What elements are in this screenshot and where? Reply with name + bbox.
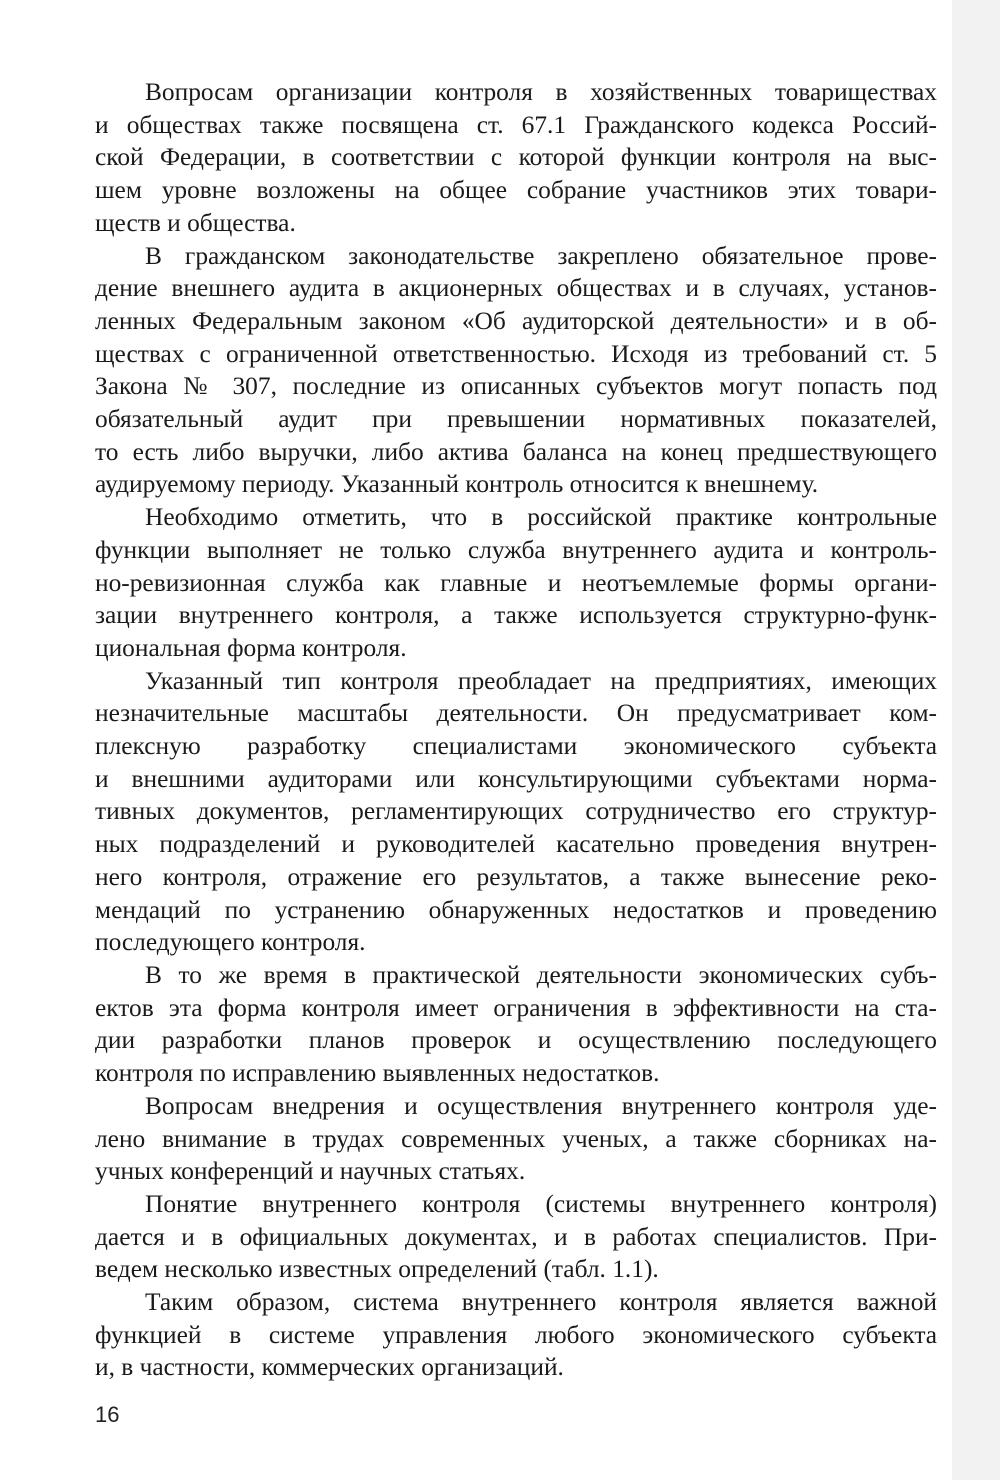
text-line: Таким образом, система внутреннего контроля является важной (145, 1288, 937, 1317)
text-line: и внешними аудиторами или консультирующими субъектами норма- (95, 764, 937, 793)
text-line: плексную разработку специалистами экономического субъекта (95, 732, 937, 761)
text-line: Указанный тип контроля преобладает на предприятиях, имеющих (145, 666, 937, 695)
text-line: ных подразделений и руководителей касательно проведения внутрен- (95, 830, 937, 859)
text-line: но-ревизионная служба как главные и неотъемлемые формы органи- (95, 568, 937, 597)
text-line: и обществах также посвящена ст. 67.1 Гражданского кодекса Россий- (95, 110, 937, 139)
paragraph-7 (95, 1188, 937, 1286)
text-line: ской Федерации, в соответствии с которой функции контроля на выс- (95, 143, 937, 172)
text-line: обязательный аудит при превышении нормативных показателей, (95, 405, 937, 434)
paragraph-1 (95, 76, 937, 240)
paragraph-8 (95, 1286, 937, 1384)
text-line: ществ и общества. (95, 208, 296, 237)
text-line: последующего контроля. (95, 928, 366, 957)
text-line: Вопросам организации контроля в хозяйственных товариществах (145, 78, 937, 106)
text-line: ектов эта форма контроля имеет ограничения в эффективности на ста- (95, 993, 937, 1022)
text-line: дается и в официальных документах, и в работах специалистов. При- (95, 1222, 937, 1251)
paragraph-6 (95, 1090, 937, 1188)
text-line: учных конференций и научных статьях. (95, 1157, 526, 1186)
text-line: шем уровне возложены на общее собрание участников этих товари- (95, 176, 937, 205)
paragraph-4 (95, 665, 937, 959)
text-line: контроля по исправлению выявленных недостатков. (95, 1059, 660, 1088)
text-line: Понятие внутреннего контроля (системы внутреннего контроля) (145, 1189, 937, 1218)
text-line: Закона № 307, последние из описанных субъектов могут попасть под (95, 372, 937, 401)
page-edge-shadow (952, 0, 1000, 1480)
text-line: незначительные масштабы деятельности. Он предусматривает ком- (95, 699, 937, 728)
text-line: ленных Федеральным законом «Об аудиторской деятельности» и в об- (95, 306, 937, 335)
paragraph-2 (95, 240, 937, 502)
body-text (95, 76, 937, 1384)
text-line: и, в частности, коммерческих организаций. (95, 1353, 564, 1382)
paragraph-3 (95, 501, 937, 665)
text-line: тивных документов, регламентирующих сотрудничество его структур- (95, 797, 937, 826)
text-line: дии разработки планов проверок и осуществлению последующего (95, 1026, 937, 1055)
text-line: лено внимание в трудах современных ученых, а также сборниках на- (95, 1124, 937, 1153)
text-line: то есть либо выручки, либо актива баланса на конец предшествующего (95, 437, 937, 466)
text-line: него контроля, отражение его результатов, а также вынесение реко- (95, 862, 937, 891)
text-line: зации внутреннего контроля, а также используется структурно-функ- (95, 601, 937, 630)
text-line: В гражданском законодательстве закреплено обязательное прове- (145, 241, 937, 270)
text-line: ществах с ограниченной ответственностью. Исходя из требований ст. 5 (95, 339, 937, 368)
page-number: 16 (95, 1402, 120, 1427)
text-line: функции выполняет не только служба внутреннего аудита и контроль- (95, 535, 937, 564)
text-line: Необходимо отметить, что в российской практике контрольные (145, 503, 937, 532)
text-line: мендаций по устранению обнаруженных недостатков и проведению (95, 895, 937, 924)
text-line: ведем несколько известных определений (табл. 1.1). (95, 1255, 659, 1284)
text-line: аудируемому периоду. Указанный контроль относится к внешнему. (95, 470, 819, 499)
text-line: циональная форма контроля. (95, 633, 407, 662)
paragraph-5 (95, 959, 937, 1090)
text-line: функцией в системе управления любого экономического субъекта (95, 1320, 937, 1349)
text-line: В то же время в практической деятельности экономических субъ- (145, 960, 937, 989)
text-line: Вопросам внедрения и осуществления внутреннего контроля уде- (145, 1091, 937, 1120)
text-line: дение внешнего аудита в акционерных обществах и в случаях, установ- (95, 274, 937, 303)
